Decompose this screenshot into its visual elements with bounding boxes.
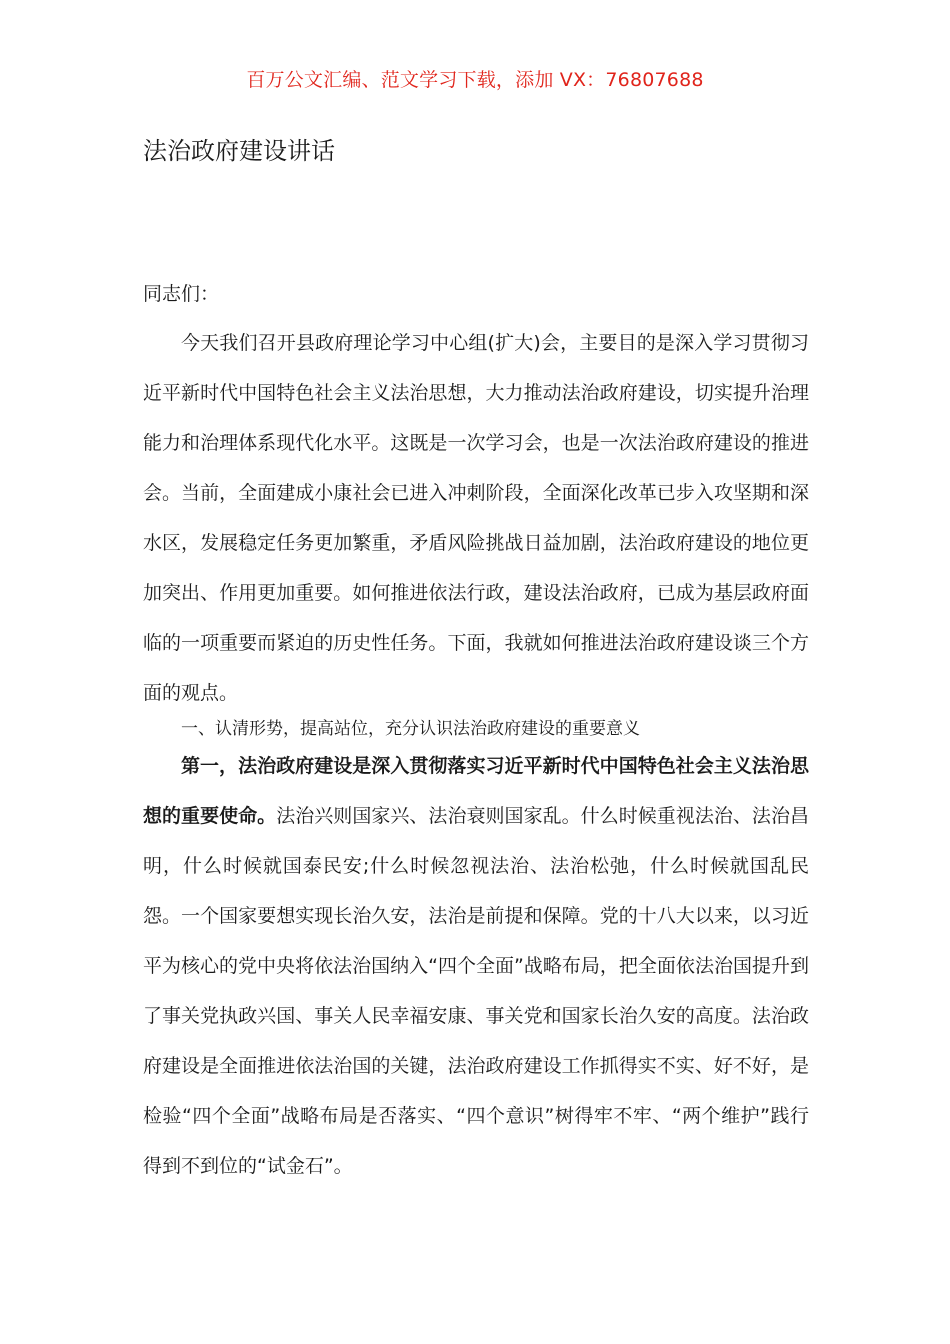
promo-banner: 百万公文汇编、范文学习下载，添加 VX：76807688 xyxy=(246,69,704,91)
salutation: 同志们： xyxy=(143,283,220,305)
paragraph-intro: 今天我们召开县政府理论学习中心组(扩大)会，主要目的是深入学习贯彻习近平新时代中国特色社会主义法治思想，大力推动法治政府建设，切实提升治理能力和治理体系现代化水平。这既是一次学习会，也是一次法治政府建设的推进会。当前，全面建成小康社会已进入冲刺阶段，全面深化改革已步入攻坚期和深水区，发展稳定任务更加繁重，矛盾风险挑战日益加剧，法治政府建设的地位更加突出、作用更加重要。如何推进依法行政，建设法治政府，已成为基层政府面临的一项重要而紧迫的历史性任务。下面，我就如何推进法治政府建设谈三个方面的观点。 xyxy=(143,332,809,704)
document-title: 法治政府建设讲话 xyxy=(143,137,335,165)
paragraph-lead-bold: 第一，法治政府建设是深入贯彻落实习近平新时代中国特色社会主义法治思想的重要使命。 xyxy=(143,755,809,827)
paragraph-body: 法治兴则国家兴、法治衰则国家乱。什么时候重视法治、法治昌明，什么时候就国泰民安;什么时候忽视法治、法治松弛，什么时候就国乱民怨。一个国家要想实现长治久安，法治是前提和保障。党的十八大以来，以习近平为核心的党中央将依法治国纳入“四个全面”战略布局，把全面依法治国提升到了事关党执政兴国、事关人民幸福安康、事关党和国家长治久安的高度。法治政府建设是全面推进依法治国的关键，法治政府建设工作抓得实不实、好不好，是检验“四个全面”战略布局是否落实、“四个意识”树得牢不牢、“两个维护”践行得到不到位的“试金石”。 xyxy=(143,805,809,1177)
paragraph-first-point xyxy=(143,741,809,1191)
section-heading-1: 一、认清形势，提高站位，充分认识法治政府建设的重要意义 xyxy=(181,719,640,739)
